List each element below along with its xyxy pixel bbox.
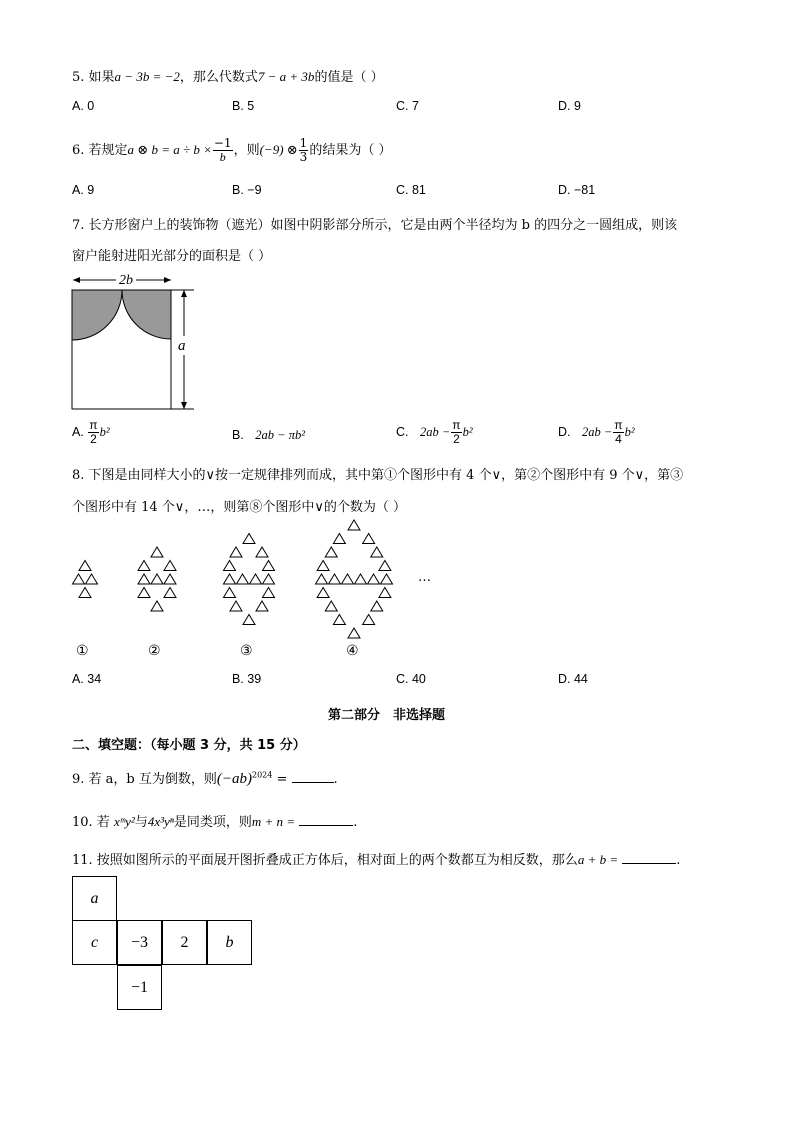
net-cell-b: [207, 920, 252, 965]
triangle-fig2: [164, 588, 176, 598]
net-cell-2-text: 2: [180, 933, 189, 951]
q9-answer-blank[interactable]: [292, 770, 334, 783]
q7-option-d[interactable]: [558, 419, 635, 446]
net-cell-a-text: a: [90, 889, 99, 907]
q7-option-a-den: 2: [90, 432, 97, 446]
triangle-fig1: [79, 561, 91, 571]
q10-answer-blank[interactable]: [299, 813, 353, 826]
triangle-fig3: [224, 561, 236, 571]
net-cell-a: [72, 876, 117, 921]
net-cell-neg3-text: −3: [130, 933, 149, 951]
q6-option-d[interactable]: D. −81: [558, 183, 596, 197]
net-cell-neg3: [117, 920, 162, 965]
q7-option-a-num: π: [89, 418, 98, 432]
q7-option-c-head: 2ab −: [419, 424, 451, 439]
triangle-fig4: [325, 547, 337, 557]
triangle-fig2: [138, 561, 150, 571]
q8-option-b[interactable]: B. 39: [232, 672, 262, 686]
q5-prefix: 5. 如果: [72, 70, 115, 85]
triangle-fig4: [329, 574, 341, 584]
q7-arrow-head-top: [181, 290, 187, 297]
q6-option-c[interactable]: C. 81: [396, 183, 426, 197]
q8-option-a[interactable]: A. 34: [72, 672, 102, 686]
q7-option-c-label: C.: [396, 424, 409, 439]
q11-answer-blank[interactable]: [622, 851, 676, 864]
q6-calc-fraction: [299, 137, 309, 164]
triangle-fig2: [151, 547, 163, 557]
q11-text: 11. 按照如图所示的平面展开图折叠成正方体后，相对面上的两个数都互为相反数，那么: [72, 853, 578, 868]
q5-option-b[interactable]: B. 5: [232, 99, 255, 113]
q7-option-d-den: 4: [615, 432, 622, 446]
q7-option-d-tail: b²: [624, 424, 635, 439]
triangle-fig3: [224, 574, 236, 584]
q8-option-d[interactable]: D. 44: [558, 672, 588, 686]
triangle-fig3: [250, 574, 262, 584]
q10-term2: 4x³yⁿ: [147, 814, 174, 829]
triangle-fig4: [363, 615, 375, 625]
q9-equals: =: [272, 772, 288, 787]
q7-option-c-fraction: [451, 419, 461, 446]
q7-option-c[interactable]: [396, 419, 473, 446]
q8-triangle-figures: [60, 515, 440, 650]
q6-option-b[interactable]: B. −9: [232, 183, 262, 197]
triangle-fig4: [348, 628, 360, 638]
q8-figure-label-2: ②: [148, 643, 161, 659]
q6-stem: [72, 137, 391, 164]
q10-stem: [72, 811, 357, 830]
q7-stem-line1: 7. 长方形窗户上的装饰物（遮光）如图中阴影部分所示，它是由两个半径均为 b 的四分之一圆组成，则该: [72, 218, 678, 233]
q7-height-label-text: a: [178, 338, 186, 354]
triangle-fig3: [263, 561, 275, 571]
q7-option-c-num: π: [452, 418, 461, 432]
q5-option-d[interactable]: D. 9: [558, 99, 581, 113]
q5-mid: ，那么代数式: [179, 70, 258, 85]
q6-definition: a ⊗ b = a ÷ b ×: [127, 142, 212, 157]
q8-figure-label-3: ③: [240, 643, 253, 659]
triangle-fig3: [243, 534, 255, 544]
q7-stem-line2: 窗户能射进阳光部分的面积是（ ）: [72, 249, 272, 264]
q9-expression: (−ab): [216, 771, 252, 787]
q6-fraction-numerator: −1: [213, 136, 232, 150]
q7-width-label-text: 2b: [119, 273, 133, 288]
net-cell-b-text: b: [225, 933, 234, 951]
net-cell-2: [162, 920, 207, 965]
triangle-fig4: [355, 574, 367, 584]
q7-height-label: [178, 336, 186, 355]
triangle-fig4: [316, 574, 328, 584]
q5-stem: [72, 66, 384, 85]
triangle-fig3: [237, 574, 249, 584]
triangle-fig4: [379, 561, 391, 571]
section2-title: 二、填空题：（每小题 3 分，共 15 分）: [72, 738, 306, 753]
q7-option-a[interactable]: [72, 419, 110, 446]
q6-suffix: 的结果为（ ）: [309, 143, 392, 158]
q5-option-c[interactable]: C. 7: [396, 99, 419, 113]
triangle-fig1: [79, 588, 91, 598]
q8-stem-line1: 8. 下图是由同样大小的∨按一定规律排列而成，其中第①个图形中有 4 个∨，第②个图形中有 9 个∨，第③: [72, 468, 684, 483]
q6-calc-numerator: 1: [299, 136, 308, 150]
triangle-fig3: [230, 547, 242, 557]
triangle-fig3: [224, 588, 236, 598]
q9-power: 2024: [252, 770, 273, 780]
triangle-fig2: [151, 601, 163, 611]
triangle-fig3: [230, 601, 242, 611]
q7-option-b-label: B.: [232, 428, 244, 442]
triangle-fig4: [317, 561, 329, 571]
net-cell-c: [72, 920, 117, 965]
q7-option-a-fraction: [88, 419, 98, 446]
q7-arrow-head-right: [164, 277, 171, 283]
q11-period: .: [676, 853, 681, 868]
triangle-fig4: [368, 574, 380, 584]
q6-definition-fraction: [213, 137, 233, 164]
q7-option-a-label: A.: [72, 424, 84, 439]
q10-expression: m + n =: [251, 814, 296, 829]
triangle-fig4: [333, 615, 345, 625]
part2-title: 第二部分 非选择题: [328, 708, 446, 723]
triangle-fig4: [333, 534, 345, 544]
q10-term1: xᵐy²: [113, 814, 135, 829]
q7-option-b-text: 2ab − πb²: [255, 428, 305, 442]
q11-expression: a + b =: [577, 852, 619, 867]
q7-option-d-num: π: [614, 418, 623, 432]
q7-option-d-head: 2ab −: [581, 424, 613, 439]
q11-stem: [72, 849, 680, 868]
q8-option-c[interactable]: C. 40: [396, 672, 426, 686]
q6-prefix: 6. 若规定: [72, 143, 128, 158]
q9-period: .: [333, 772, 338, 787]
q6-calc-denominator: 3: [299, 150, 308, 164]
q5-option-a[interactable]: A. 0: [72, 99, 95, 113]
triangle-fig4: [317, 588, 329, 598]
q7-option-d-fraction: [613, 419, 623, 446]
triangle-fig4: [371, 547, 383, 557]
q7-option-c-den: 2: [453, 432, 460, 446]
triangle-fig4: [381, 574, 393, 584]
triangle-fig4: [348, 520, 360, 530]
q10-mid: 与: [134, 815, 148, 830]
triangle-fig4: [379, 588, 391, 598]
triangle-fig4: [342, 574, 354, 584]
net-cell-neg1-text: −1: [130, 978, 149, 996]
triangle-fig2: [138, 588, 150, 598]
q6-fraction-denominator: b: [219, 150, 226, 164]
triangle-fig2: [138, 574, 150, 584]
triangle-fig3: [256, 601, 268, 611]
q9-stem: [72, 768, 338, 788]
q7-option-d-label: D.: [558, 424, 571, 439]
q7-arrow-head-left: [73, 277, 80, 283]
q5-expression: 7 − a + 3b: [257, 69, 315, 84]
q6-option-a[interactable]: A. 9: [72, 183, 95, 197]
q7-arrow-head-bottom: [181, 402, 187, 409]
q5-condition: a − 3b = −2: [114, 69, 180, 84]
triangle-fig3: [243, 615, 255, 625]
net-cell-neg1: [117, 965, 162, 1010]
triangle-fig1: [86, 574, 98, 584]
q10-mid2: 是同类项，则: [173, 815, 252, 830]
q7-option-c-tail: b²: [462, 424, 473, 439]
triangle-fig2: [164, 574, 176, 584]
triangle-fig4: [371, 601, 383, 611]
q8-ellipsis: …: [418, 570, 431, 585]
q6-calc: (−9) ⊗: [259, 142, 298, 157]
triangle-fig2: [164, 561, 176, 571]
triangle-fig4: [325, 601, 337, 611]
triangle-fig3: [263, 588, 275, 598]
triangle-fig3: [263, 574, 275, 584]
q8-triangle-layer: [73, 520, 393, 638]
triangle-fig3: [256, 547, 268, 557]
q8-figure-label-1: ①: [76, 643, 89, 659]
net-cell-c-text: c: [90, 933, 99, 951]
q10-prefix: 10. 若: [72, 815, 110, 830]
triangle-fig4: [363, 534, 375, 544]
q6-mid: ，则: [233, 143, 260, 158]
q5-suffix: 的值是（ ）: [314, 70, 384, 85]
q7-option-b[interactable]: [232, 428, 305, 443]
q7-option-a-tail: b²: [99, 424, 110, 439]
q8-stem-line2: 个图形中有 14 个∨，…，则第⑧个图形中∨的个数为（ ）: [72, 500, 406, 515]
q8-figure-label-4: ④: [346, 643, 359, 659]
q9-prefix: 9. 若 a，b 互为倒数，则: [72, 772, 217, 787]
q10-period: .: [353, 815, 358, 830]
q7-width-label: [116, 272, 136, 289]
triangle-fig1: [73, 574, 85, 584]
triangle-fig2: [151, 574, 163, 584]
